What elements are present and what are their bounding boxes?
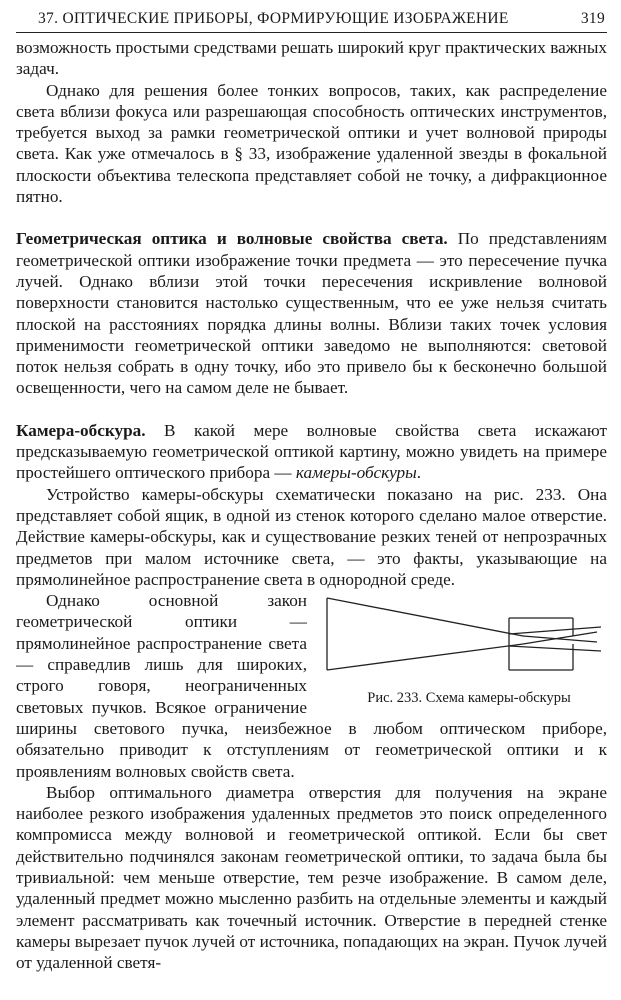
ray-top-right [523,636,597,642]
page-number: 319 [580,10,605,27]
figure-233 [325,594,607,707]
paragraph-optimal-aperture: Выбор оптимального диаметра отверстия для получения на экране наиболее резкого изображения удаленных предметов это поиск определенного компромисса между волновой и геометрической оптикой. Если бы свет действительно подчинялся законам геометрической оптики, то задача была бы тривиальной: чем меньше отверстие, тем резче изображение. В самом деле, удаленный предмет можно мысленно разбить на отдельные элементы и каждый элемент рассматривать как точечный источник. Отверстие в передней стенке камеры вырезает пучок лучей от источника, попадающих на экран. Пучок лучей от удаленной светя- [16,782,607,973]
section-heading-camera-obscura: Камера-обскура. [16,420,146,440]
ray-top-left [327,598,523,636]
section-geometric-optics [16,228,607,398]
page [16,8,607,973]
ray-through-2 [509,646,601,651]
text-with-figure [16,590,607,973]
paragraph-continuation: возможность простыми средствами решать широкий круг практических важных задач. [16,38,607,79]
paragraph-camera-device: Устройство камеры-обскуры схематически показано на рис. 233. Она представляет собой ящик, в одной из стенок которого сделано малое отверстие. Действие камеры-обскуры, как и существование резких теней от непрозрачных предметов при малом источнике света, — это факты, указывающие на прямолинейное распространение света в однородной среде. [16,484,607,589]
ray-bottom-left [327,644,523,670]
running-header [16,8,607,33]
ray-bottom-right [523,632,597,644]
section-text-geometric-optics: По представлениям геометрической оптики изображение точки предмета — это пересечение пучка лучей. Однако вблизи этой точки пересечения искривление волновой поверхности становится настолько существенным, что ее уже нельзя считать плоской на расстояниях порядка длины волны. Вблизи таких точек условия применимости геометрической оптики заведомо не выполняются: световой поток нельзя собрать в одну точку, ибо это привело бы к бесконечно большой освещенности, чего на самом деле не бывает. [16,229,607,398]
paragraph-wave-optics-intro: Однако для решения более тонких вопросов, таких, как распределение света вблизи фокуса или разрешающая способность оптических инструментов, требуется выход за рамки геометрической оптики и учет волновой природы света. Как уже отмечалось в § 33, изображение удаленной звезды в фокальной плоскости объектива телескопа представляет собой не точку, а дифракционное пятно. [16,80,607,207]
section-heading-geometric-optics: Геометрическая оптика и волновые свойства света. [16,229,448,249]
camera-obscura-diagram [325,594,607,680]
section-camera-obscura: Камера-обскура. В какой мере волновые свойства света искажают предсказываемую геометрической оптикой картину, можно увидеть на примере простейшего оптического прибора — камеры-обскуры. [16,420,607,483]
figure-caption: Рис. 233. Схема камеры-обскуры [367,690,571,707]
term-camera-obscura: камеры-обскуры [295,463,417,483]
section-text-camera-obscura: В какой мере волновые свойства света искажают предсказываемую геометрической оптикой картину, можно увидеть на примере простейшего оптического прибора — [16,420,607,483]
paragraph-wave-limits: Однако основной закон геометрической оптики — прямолинейное распространение света — справедлив лишь для широких, строго говоря, неограниченных световых пучков. Всякое ограничение ширины светового пучка, неизбежное в любом оптическом приборе, обязательно приводит к отступлениям от геометрической оптики и к проявлениям волновых свойств света. [16,591,607,781]
chapter-title: 37. ОПТИЧЕСКИЕ ПРИБОРЫ, ФОРМИРУЮЩИЕ ИЗОБРАЖЕНИЕ [38,10,509,27]
